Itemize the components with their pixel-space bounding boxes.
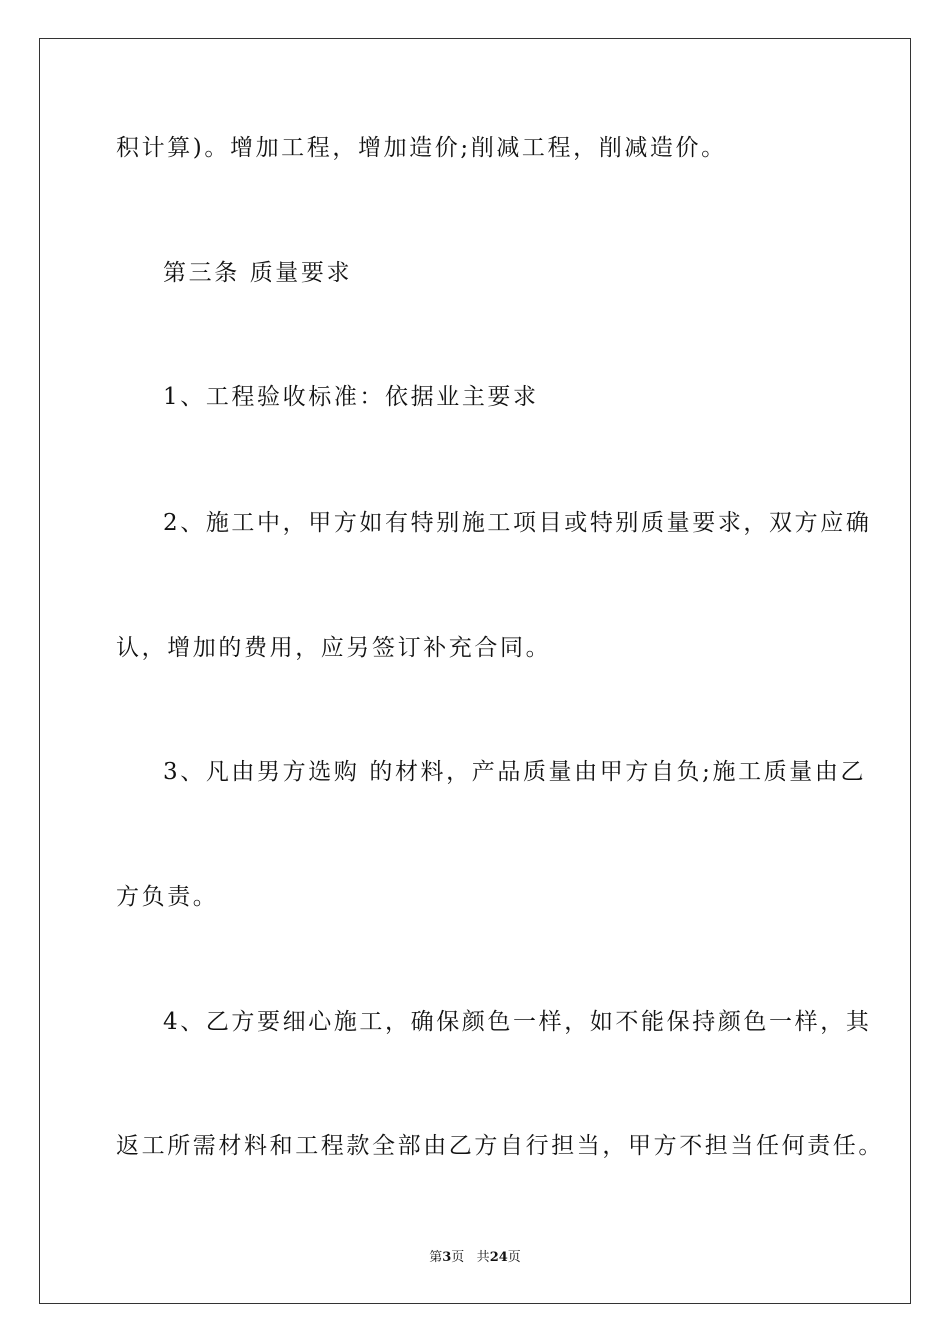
total-suffix: 页	[507, 1250, 521, 1265]
total-pages: 24	[489, 1250, 508, 1265]
page-footer	[0, 1246, 950, 1265]
body-line-6: 3、凡由男方选购 的材料，产品质量由甲方自负;施工质量由乙	[163, 759, 867, 785]
body-line-7: 方负责。	[116, 884, 219, 910]
page-suffix: 页	[451, 1250, 465, 1265]
total-prefix: 共	[476, 1250, 490, 1265]
body-line-5: 认，增加的费用，应另签订补充合同。	[116, 635, 552, 661]
page-prefix: 第	[429, 1250, 443, 1265]
page-number: 3	[442, 1250, 452, 1265]
page-border	[39, 38, 911, 1304]
body-line-8: 4、乙方要细心施工，确保颜色一样，如不能保持颜色一样，其	[163, 1009, 872, 1035]
body-line-9: 返工所需材料和工程款全部由乙方自行担当，甲方不担当任何责任。	[116, 1133, 884, 1159]
body-line-1: 积计算)。增加工程，增加造价;削减工程，削减造价。	[116, 135, 727, 161]
body-line-3: 1、工程验收标准：依据业主要求	[163, 384, 539, 410]
body-line-4: 2、施工中，甲方如有特别施工项目或特别质量要求，双方应确	[163, 510, 872, 536]
section-heading: 第三条 质量要求	[163, 260, 353, 286]
